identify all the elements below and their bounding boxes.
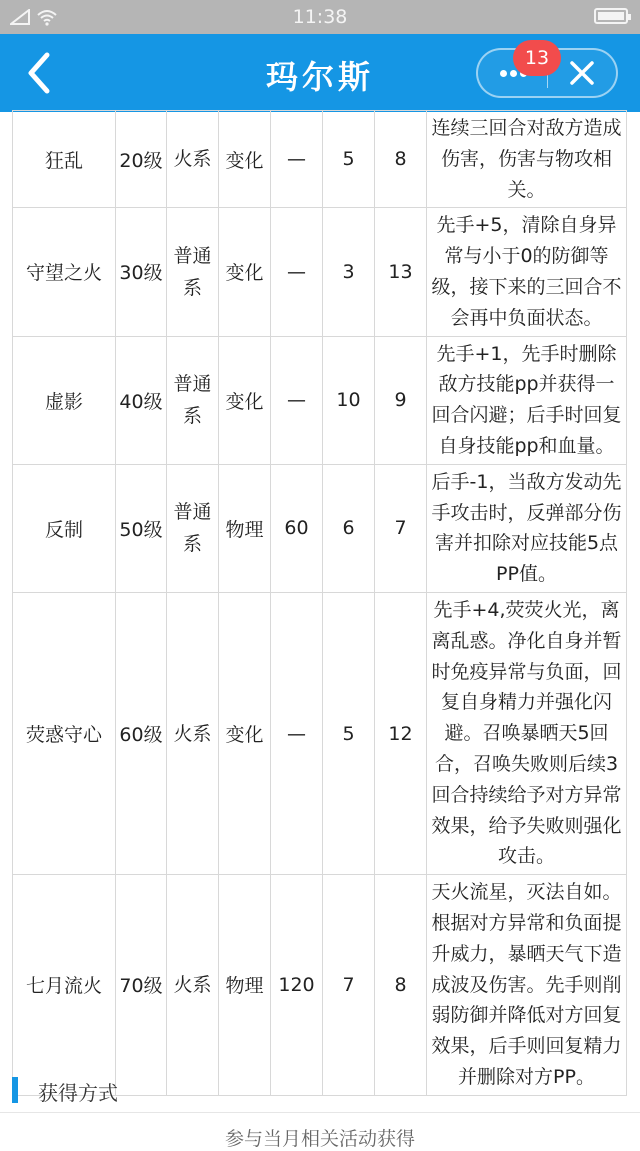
status-bar <box>0 0 640 34</box>
skill-power: — <box>271 336 323 464</box>
skill-pp: 5 <box>323 111 375 208</box>
skill-power: 60 <box>271 464 323 592</box>
skill-effect: 天火流星，灭法自如。根据对方异常和负面提升威力，暴晒天气下造成波及伤害。先手则削弱防御并降低对方回复效果，后手则回复精力并删除对方PP。 <box>427 875 627 1096</box>
skill-category: 变化 <box>219 111 271 208</box>
skill-type: 火系 <box>167 592 219 874</box>
table-row <box>13 875 627 1096</box>
skill-effect: 连续三回合对敌方造成伤害，伤害与物攻相关。 <box>427 111 627 208</box>
skill-category: 变化 <box>219 336 271 464</box>
skill-category: 物理 <box>219 875 271 1096</box>
skill-name: 守望之火 <box>13 208 116 336</box>
skill-type: 普通系 <box>167 336 219 464</box>
skill-cost: 8 <box>375 875 427 1096</box>
skill-pp: 10 <box>323 336 375 464</box>
skill-category: 变化 <box>219 592 271 874</box>
skill-pp: 6 <box>323 464 375 592</box>
table-row <box>13 464 627 592</box>
skill-cost: 8 <box>375 111 427 208</box>
skill-cost: 12 <box>375 592 427 874</box>
skill-rows <box>13 111 627 1096</box>
skill-cost: 13 <box>375 208 427 336</box>
skill-name: 虚影 <box>13 336 116 464</box>
skill-cost: 7 <box>375 464 427 592</box>
skill-level: 60级 <box>116 592 167 874</box>
skill-effect: 后手-1，当敌方发动先手攻击时，反弹部分伤害并扣除对应技能5点PP值。 <box>427 464 627 592</box>
skill-type: 普通系 <box>167 208 219 336</box>
section-title: 获得方式 <box>38 1081 118 1105</box>
skill-effect: 先手+5，清除自身异常与小于0的防御等级，接下来的三回合不会再中负面状态。 <box>427 208 627 336</box>
skill-effect: 先手+4,荧荧火光，离离乱惑。净化自身并暂时免疫异常与负面，回复自身精力并强化闪避。召唤暴晒天5回合，召唤失败则后续3回合持续给予对方异常效果，给予失败则强化攻击。 <box>427 592 627 874</box>
page-title: 玛尔斯 <box>265 58 374 96</box>
skill-power: — <box>271 111 323 208</box>
skill-level: 30级 <box>116 208 167 336</box>
skill-power: 120 <box>271 875 323 1096</box>
skill-cost: 9 <box>375 336 427 464</box>
table-row <box>13 592 627 874</box>
skill-pp: 7 <box>323 875 375 1096</box>
notification-badge: 13 <box>513 40 561 76</box>
skill-pp: 5 <box>323 592 375 874</box>
skill-level: 70级 <box>116 875 167 1096</box>
skill-type: 火系 <box>167 111 219 208</box>
skill-power: — <box>271 592 323 874</box>
more-dots-icon <box>500 70 507 77</box>
divider <box>0 1112 640 1113</box>
skill-name: 荧惑守心 <box>13 592 116 874</box>
skill-power: — <box>271 208 323 336</box>
skill-pp: 3 <box>323 208 375 336</box>
section-header <box>12 1073 612 1107</box>
chevron-left-icon <box>14 46 68 100</box>
skill-category: 变化 <box>219 208 271 336</box>
skill-effect: 先手+1，先手时删除敌方技能pp并获得一回合闪避；后手时回复自身技能pp和血量。 <box>427 336 627 464</box>
skill-name: 狂乱 <box>13 111 116 208</box>
partial-text: 参与当月相关活动获得 <box>224 1128 415 1150</box>
skill-type: 普通系 <box>167 464 219 592</box>
skill-level: 40级 <box>116 336 167 464</box>
skill-name: 反制 <box>13 464 116 592</box>
skill-type: 火系 <box>167 875 219 1096</box>
skill-level: 50级 <box>116 464 167 592</box>
skill-category: 物理 <box>219 464 271 592</box>
skill-level: 20级 <box>116 111 167 208</box>
section-accent-bar <box>12 1077 18 1103</box>
battery-icon <box>594 8 628 24</box>
skill-table <box>12 110 627 1096</box>
back-button[interactable] <box>14 46 68 100</box>
status-time: 11:38 <box>292 6 348 28</box>
table-row <box>13 208 627 336</box>
table-row <box>13 336 627 464</box>
table-row <box>13 111 627 208</box>
skill-name: 七月流火 <box>13 875 116 1096</box>
